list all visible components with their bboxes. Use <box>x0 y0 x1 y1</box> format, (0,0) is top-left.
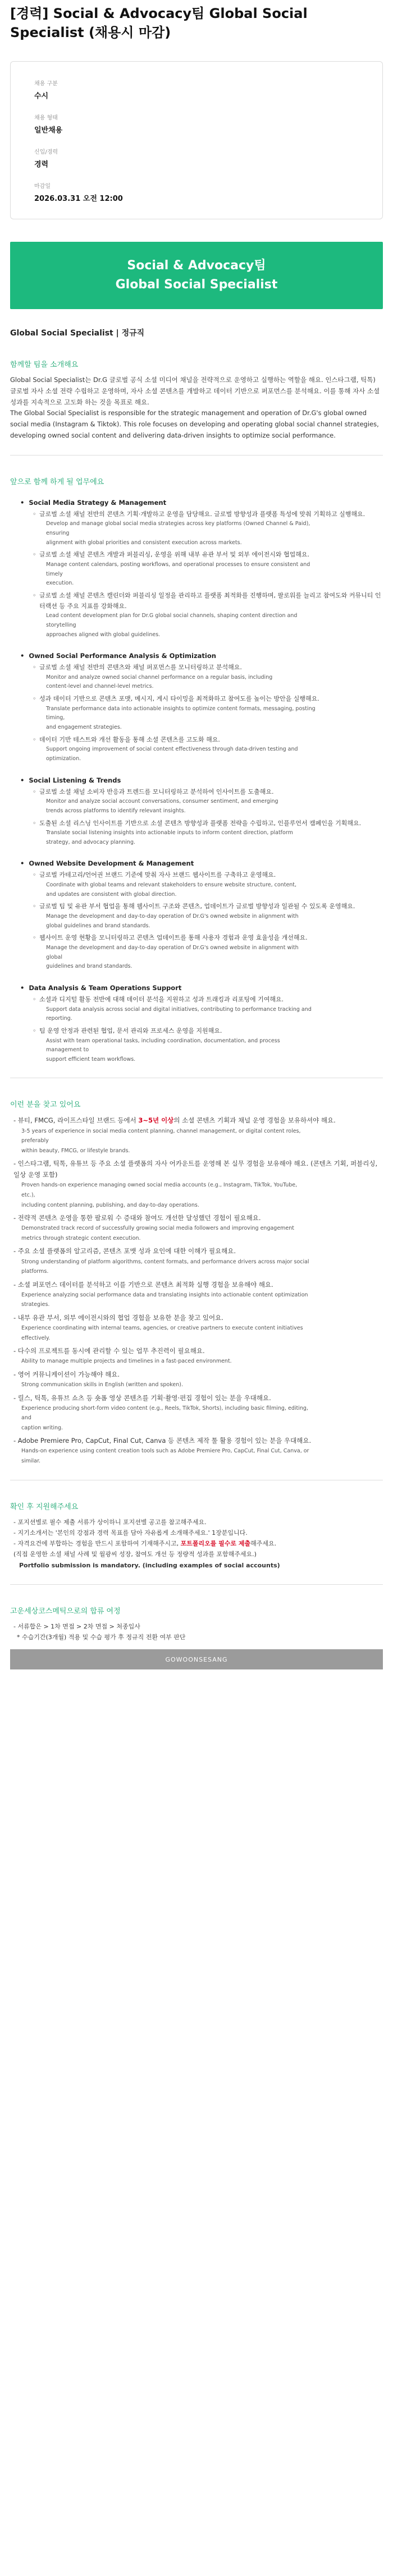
duty-item-en-line: approaches aligned with global guidelines. <box>46 631 161 638</box>
duty-item-en <box>46 705 383 733</box>
requirement-text: - 릴스, 틱톡, 유튜브 쇼츠 등 숏폼 영상 콘텐츠를 기획·촬영·편집 경험이 있는 분을 우대해요. <box>13 1393 271 1402</box>
requirement-en-line: and <box>21 1415 31 1422</box>
document-text: - 지기소개서는 '본인의 강점과 경력 목표를 담아 자유롭게 소개해주세요.' 1장분입니다. <box>13 1529 248 1537</box>
requirement-text: - 소셜 퍼포먼스 데이터를 분석하고 이를 기반으로 콘텐츠 최적화 실행 경험을 보유해야 해요. <box>13 1280 273 1289</box>
duty-item-en-line: Translate performance data into actionable insights to optimize content formats, messaging, posting <box>46 705 316 712</box>
duty-item-en <box>46 797 383 816</box>
requirement-text: - 전략적 콘텐츠 운영을 통한 팔로워 수 증대와 참여도 개선한 달성했던 경험이 필요해요. <box>13 1214 261 1222</box>
info-label: 신입/경력 <box>34 149 58 156</box>
duty-item-ko: ◦ 소셜과 디지털 활동 전반에 대해 데이터 분석을 지원하고 성과 트래킹과 리포팅에 기여해요. <box>39 995 383 1005</box>
requirement-en-line: etc.), <box>21 1192 35 1199</box>
duty-item-en <box>46 829 383 847</box>
duty-item-en <box>46 881 383 899</box>
requirement-en-line: strategies. <box>21 1301 50 1308</box>
process-heading: 고운세상코스메틱으로의 합류 여정 <box>10 1607 121 1616</box>
duty-item-en-line: guidelines and brand standards. <box>46 963 132 970</box>
document-highlight: 포트폴리오를 필수로 제출 <box>180 1540 251 1548</box>
section-divider <box>10 455 383 456</box>
document-line <box>13 1538 383 1549</box>
duty-item-ko: ◦ 글로벌 카테고리/언어권 브랜드 기준에 맞춰 자사 브랜드 웹사이트를 구축하고 운영해요. <box>39 870 383 881</box>
requirement-text: - 주요 소셜 플랫폼의 알고리즘, 콘텐츠 포맷 성과 요인에 대한 이해가 필요해요. <box>13 1247 236 1255</box>
duty-item-en-line: content-level and channel-level metrics. <box>46 683 154 690</box>
portfolio-note: Portfolio submission is mandatory. (including examples of social accounts) <box>19 1561 280 1569</box>
duty-item-en-line: ensuring <box>46 530 70 537</box>
requirement-en-line: preferably <box>21 1138 49 1144</box>
duty-item-en-line: optimization. <box>46 755 81 762</box>
requirement-en <box>21 1446 383 1466</box>
duty-item-en <box>46 560 383 588</box>
duty-item-ko: ◦ 데이터 기반 테스트와 개선 활동을 통해 소셜 콘텐츠를 고도화 해요. <box>39 735 383 746</box>
duties-list <box>10 499 383 1065</box>
position-banner <box>10 242 383 309</box>
requirement-en <box>21 1290 383 1310</box>
duty-item-ko: ◦ 글로벌 소셜 채널 콘텐츠 개발과 퍼블리싱, 운영을 위해 내부 유관 부서 및 외부 에이전시와 협업해요. <box>39 550 383 560</box>
banner-team: Social & Advocacy팀 <box>127 259 266 273</box>
duty-item-ko: ◦ 성과 데이터 기반으로 콘텐츠 포맷, 메시지, 게시 타이밍을 최적화하고 참여도를 높이는 방안을 실행해요. <box>39 694 383 705</box>
duty-item-en-line: strategy, and advocacy planning. <box>46 839 135 845</box>
duty-group-title: • Data Analysis & Team Operations Support <box>20 984 383 992</box>
duty-item-en-line: support efficient team workflows. <box>46 1056 136 1062</box>
requirement-item <box>13 1115 383 1126</box>
duty-group-title: • Owned Social Performance Analysis & Optimization <box>20 652 383 660</box>
job-info-box <box>10 61 383 219</box>
duty-item-en-line: Coordinate with global teams and relevant stakeholders to ensure website structure, content, <box>46 882 297 889</box>
duty-item-en-line: Manage content calendars, posting workflows, and operational processes to ensure consistent and <box>46 562 310 568</box>
duty-item-en-line: Develop and manage global social media strategies across key platforms (Owned Channel & Paid), <box>46 521 310 527</box>
requirement-en-line: Experience coordinating with internal teams, agencies, or creative partners to execute content initiatives <box>21 1325 303 1332</box>
section-divider <box>10 1584 383 1585</box>
duty-item-en-line: Manage the development and day-to-day operation of Dr.G's owned website in alignment with <box>46 945 299 951</box>
requirement-en <box>21 1223 383 1243</box>
requirement-item <box>13 1312 383 1323</box>
team-intro-ko: Global Social Specialist는 Dr.G 글로벌 공식 소셜 미디어 채널을 전략적으로 운영하고 실행하는 역할을 해요. 인스타그램, 틱톡) 글로벌 자사 소셜 전략 수립하고 운영하며, 자사 소셜 콘텐츠를 개발하고 데이터 기반으로 퍼포먼스를 분석해요. 이를 통해 자사 소셜 성과를 지속적으로 고도화 하는 것을 목표로 해요. <box>10 376 380 406</box>
requirement-en-line: 3-5 years of experience in social media content planning, channel management, or digital content roles, <box>21 1128 301 1134</box>
footer-bar: GOWOONSESANG <box>10 1649 383 1669</box>
duty-item-en <box>46 1005 383 1024</box>
duty-item-en <box>46 745 383 763</box>
duty-item-en <box>46 673 383 692</box>
documents-heading: 확인 후 지원해주세요 <box>10 1502 79 1511</box>
banner-position: Global Social Specialist <box>115 278 278 292</box>
requirement-en-line: Proven hands-on experience managing owned social media accounts (e.g., Instagram, TikTok, YouTube, <box>21 1182 298 1189</box>
duty-item-en-line: and engagement strategies. <box>46 724 122 731</box>
duty-item-en-line: and updates are consistent with global direction. <box>46 891 177 898</box>
duty-item-en <box>46 611 383 640</box>
duty-group <box>10 776 383 848</box>
page-title: [경력] Social & Advocacy팀 Global Social Specialist (채용시 마감) <box>10 6 308 40</box>
info-value: 일반채용 <box>34 126 63 135</box>
duty-item-en-line: storytelling <box>46 622 76 628</box>
duty-group <box>10 984 383 1065</box>
requirement-en <box>21 1126 383 1156</box>
document-text-tail: 해주세요. <box>250 1540 277 1548</box>
requirement-en-line: metrics through strategic content execution. <box>21 1235 141 1241</box>
duty-item-ko: ◦ 도출된 소셜 리스닝 인사이트를 기반으로 소셜 콘텐츠 방향성과 플랫폼 전략을 수립하고, 인플루언서 캠페인을 기획해요. <box>39 818 383 829</box>
info-item <box>34 113 359 135</box>
document-text: - 포지션별로 필수 제출 서류가 상이하니 포지션별 공고를 참고해주세요. <box>13 1518 207 1526</box>
requirement-item <box>13 1158 383 1180</box>
requirement-item <box>13 1245 383 1257</box>
info-value: 경력 <box>34 160 49 169</box>
duty-item-en-line: management to <box>46 1047 89 1054</box>
document-text: (직접 운영한 소셜 채널 사례 및 월광씨 성장, 참여도 개선 등 정량적 성과를 포함해주세요.) <box>13 1551 257 1558</box>
document-text: - 자격요건에 부합하는 경험을 반드시 포함하여 기재해주시고, <box>13 1540 181 1548</box>
requirement-en <box>21 1356 383 1367</box>
duty-group-title: • Social Listening & Trends <box>20 776 383 784</box>
info-value: 2026.03.31 오전 12:00 <box>34 195 123 204</box>
requirement-en-line: Demonstrated track record of successfully growing social media followers and improving engagement <box>21 1225 295 1232</box>
requirement-highlight: 3~5년 이상 <box>138 1116 174 1125</box>
duty-item-en-line: reporting. <box>46 1015 72 1022</box>
info-label: 채용 형태 <box>34 115 58 122</box>
probation-note: * 수습기간(3개월) 적용 및 수습 평가 후 정규직 전환 여부 판단 <box>17 1634 186 1641</box>
requirement-text: - Adobe Premiere Pro, CapCut, Final Cut, Canva 등 콘텐츠 제작 툴 활용 경험이 있는 분을 우대해요. <box>13 1437 312 1445</box>
requirement-en <box>21 1323 383 1343</box>
duty-group <box>10 859 383 971</box>
duty-item-en-line: alignment with global priorities and consistent execution across markets. <box>46 539 242 546</box>
duty-group-title: • Owned Website Development & Management <box>20 859 383 867</box>
requirement-en-line: Ability to manage multiple projects and timelines in a fast-paced environment. <box>21 1358 232 1365</box>
team-intro-en: The Global Social Specialist is responsible for the strategic management and operation of Dr.G's global owned social media (Instagram & Tiktok). This role focuses on developing and operating global social channel strategies, developing owned social content and delivering data-driven insights to optimize social performance. <box>10 409 379 440</box>
requirement-item <box>13 1392 383 1404</box>
requirement-item <box>13 1212 383 1223</box>
info-label: 마감일 <box>34 183 51 190</box>
duty-item-en-line: global <box>46 954 62 960</box>
requirements-list <box>10 1115 383 1466</box>
duty-item-en-line: Translate social listening insights into actionable inputs to inform content direction, platform <box>46 830 293 836</box>
process-steps: - 서류합은 > 1차 면접 > 2차 면접 > 처종입사 <box>13 1622 140 1630</box>
duty-group <box>10 652 383 763</box>
requirements-heading: 이런 분을 찾고 있어요 <box>10 1101 81 1110</box>
requirement-en-line: within beauty, FMCG, or lifestyle brands. <box>21 1147 130 1154</box>
duty-item-ko: ◦ 글로벌 소셜 채널 소비자 반응과 트렌드를 모니터링하고 분석하여 인사이트를 도출해요. <box>39 787 383 798</box>
requirement-text: - 뷰티, FMCG, 라이프스타일 브랜드 등에서 <box>13 1116 139 1125</box>
requirement-en <box>21 1380 383 1390</box>
info-item <box>34 181 359 203</box>
duty-item-ko: ◦ 글로벌 소셜 채널 콘텐츠 캘린더와 퍼블리싱 일정을 관리하고 플랫폼 최적화를 진행하며, 팔로워를 늘리고 참여도와 커뮤니티 인터랙션 등 주요 지표를 강화해요. <box>39 591 383 611</box>
duty-item-en-line: timely <box>46 571 63 577</box>
duty-item-ko: ◦ 웹사이트 운영 현황을 모니터링하고 콘텐츠 업데이트를 통해 사용자 경험과 운영 효율성을 개선해요. <box>39 933 383 944</box>
requirement-en-line: similar. <box>21 1458 40 1465</box>
requirement-en-line: Experience analyzing social performance data and translating insights into actionable content optimization <box>21 1291 308 1298</box>
duty-item-en-line: Manage the development and day-to-day operation of Dr.G's owned website in alignment with <box>46 913 299 920</box>
requirement-en-line: Experience producing short-form video content (e.g., Reels, TikTok, Shorts), including basic filming, editing, <box>21 1405 308 1411</box>
duty-item-en <box>46 944 383 972</box>
requirement-item <box>13 1369 383 1380</box>
info-value: 수시 <box>34 92 49 101</box>
requirement-en-line: Strong understanding of platform algorithms, content formats, and performance drivers across major social <box>21 1258 309 1265</box>
duty-item-en <box>46 1037 383 1065</box>
bottom-spacer <box>10 1669 383 1680</box>
duty-item-en <box>46 912 383 931</box>
requirement-en <box>21 1404 383 1433</box>
documents-list <box>10 1517 383 1560</box>
requirement-en-line: Strong communication skills in English (written and spoken). <box>21 1381 183 1388</box>
duty-item-ko: ◦ 글로벌 소셜 채널 전반의 콘텐츠 기획·개발하고 운영을 담당해요. 글로벌 방향성과 플랫폼 특성에 맞춰 기획하고 실행해요. <box>39 509 383 520</box>
duty-item-en-line: Lead content development plan for Dr.G global social channels, shaping content direction and <box>46 613 298 619</box>
duty-item-ko: ◦ 글로벌 소셜 채널 전반의 콘텐츠와 채널 퍼포먼스를 모니터링하고 분석해요. <box>39 663 383 673</box>
document-line <box>13 1549 383 1560</box>
duty-item-en-line: timing, <box>46 715 65 721</box>
requirement-en-line: effectively. <box>21 1335 51 1341</box>
info-label: 채용 구분 <box>34 81 58 88</box>
requirement-item <box>13 1435 383 1446</box>
requirement-text: - 영어 커뮤니케이션이 가능해야 해요. <box>13 1370 120 1378</box>
info-item <box>34 147 359 169</box>
info-item <box>34 79 359 100</box>
requirement-text: - 다수의 프로젝트를 동시에 관리할 수 있는 업무 추진력이 필요해요. <box>13 1347 205 1355</box>
team-intro-heading: 함께할 팀을 소개해요 <box>10 361 79 370</box>
duty-item-en-line: Support ongoing improvement of social content effectiveness through data-driven testing and <box>46 746 298 753</box>
requirement-item <box>13 1279 383 1290</box>
requirement-en <box>21 1257 383 1277</box>
document-line <box>13 1517 383 1528</box>
requirement-text: - 내부 유관 부서, 외부 에이전시와의 협업 경험을 보유한 분을 찾고 있어요. <box>13 1313 223 1322</box>
duty-item-en-line: execution. <box>46 580 74 587</box>
duty-item-en <box>46 519 383 548</box>
requirement-item <box>13 1345 383 1356</box>
duty-group <box>10 499 383 640</box>
requirement-en-line: platforms. <box>21 1268 49 1275</box>
duty-item-en-line: global guidelines and brand standards. <box>46 922 150 929</box>
requirement-text-tail: 의 소셜 콘텐츠 기획과 채널 운영 경험을 보유하셔야 해요. <box>173 1116 336 1125</box>
requirement-en-line: including content planning, publishing, and day-to-day operations. <box>21 1202 199 1208</box>
duty-item-en-line: Monitor and analyze owned social channel performance on a regular basis, including <box>46 674 273 680</box>
duties-heading: 앞으로 함께 하게 될 업무에요 <box>10 477 104 486</box>
duty-item-en-line: Support data analysis across social and digital initiatives, contributing to performance tracking and <box>46 1006 312 1013</box>
duty-item-en-line: trends across platforms to identify relevant insights. <box>46 807 186 814</box>
duty-group-title: • Social Media Strategy & Management <box>20 499 383 507</box>
requirement-en-line: caption writing. <box>21 1424 63 1431</box>
duty-item-ko: ◦ 글로벌 팀 및 유관 부서 협업을 통해 웹사이트 구조와 콘텐츠, 업데이트가 글로벌 방향성과 일관될 수 있도록 운영해요. <box>39 901 383 912</box>
duty-item-ko: ◦ 팀 운영 안정과 관련된 협업, 문서 관리와 프로세스 운영을 지원해요. <box>39 1026 383 1037</box>
requirement-text: - 인스타그램, 틱톡, 유튜브 등 주요 소셜 플랫폼의 자사 어카운트를 운영해 본 실무 경험을 보유해야 해요. (콘텐츠 기획, 퍼블리싱, 일상 운영 포함) <box>13 1160 378 1179</box>
duty-item-en-line: Assist with team operational tasks, including coordination, documentation, and process <box>46 1037 280 1044</box>
requirement-en-line: Hands-on experience using content creation tools such as Adobe Premiere Pro, CapCut, Final Cut, Canva, or <box>21 1448 309 1455</box>
position-subheading: Global Social Specialist | 정규직 <box>10 329 145 338</box>
duty-item-en-line: Monitor and analyze social account conversations, consumer sentiment, and emerging <box>46 798 278 805</box>
requirement-en <box>21 1180 383 1210</box>
document-line <box>13 1528 383 1538</box>
